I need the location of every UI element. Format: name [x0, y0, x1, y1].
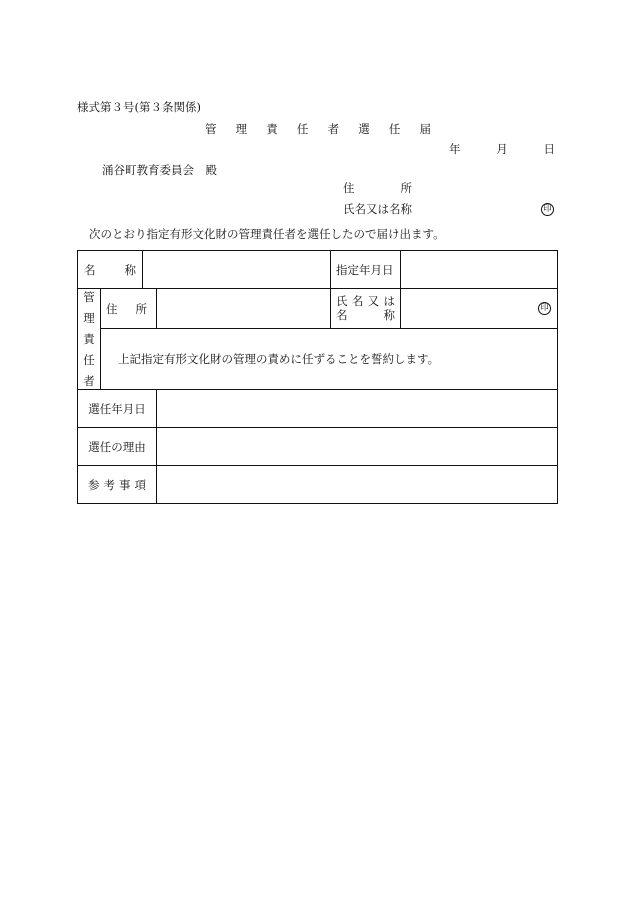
- label-char: 者: [83, 374, 95, 388]
- title-char: 任: [388, 122, 401, 136]
- title-char: 届: [419, 122, 431, 136]
- name-or-title-line1: [336, 293, 395, 308]
- label-char: 又: [367, 293, 380, 308]
- pledge-cell: [101, 329, 558, 390]
- form-table: [77, 250, 558, 504]
- label-char: 所: [135, 301, 147, 316]
- title-char: 理: [235, 122, 248, 136]
- manager-label-cell: [78, 289, 101, 390]
- designation-date-label: 指定年月日: [336, 262, 394, 277]
- name-field[interactable]: [143, 251, 331, 289]
- row-name: [78, 251, 558, 289]
- address-label-cell: [101, 289, 157, 329]
- row-appointment-date: [78, 390, 558, 428]
- title-char: 者: [327, 122, 340, 136]
- label-char: 理: [83, 311, 95, 325]
- address-field[interactable]: [157, 289, 331, 329]
- name-label-cell: [78, 251, 143, 289]
- label-char: 参: [88, 477, 100, 492]
- label-char: 任: [83, 353, 95, 367]
- reason-label-cell: [78, 428, 157, 466]
- name-or-title-label-cell: [331, 289, 401, 329]
- label-char: 名: [351, 293, 364, 308]
- label-char: 名: [84, 262, 96, 277]
- seal-mark: 印: [538, 302, 551, 315]
- row-reason: [78, 428, 558, 466]
- document-title: [205, 124, 431, 136]
- applicant-address-label: [343, 183, 412, 195]
- row-pledge: [78, 329, 558, 390]
- label-char: 項: [134, 477, 146, 492]
- row-manager-address: [78, 289, 558, 329]
- statement: 次のとおり指定有形文化財の管理責任者を選任したので届け出ます。: [89, 227, 445, 241]
- label-char: 事: [119, 477, 131, 492]
- seal-mark: 印: [541, 203, 554, 216]
- label-char: 住: [106, 301, 118, 316]
- label-char: 称: [124, 262, 136, 277]
- appointment-date-label-cell: [78, 390, 157, 428]
- label-char: 所: [400, 181, 412, 195]
- remarks-field[interactable]: [157, 466, 558, 504]
- year-label: 年: [449, 142, 461, 156]
- title-char: 任: [296, 122, 309, 136]
- title-char: 責: [266, 122, 278, 136]
- manager-name-field[interactable]: [401, 289, 558, 329]
- reason-label: 選任の理由: [88, 439, 146, 454]
- form-number: 様式第３号(第３条関係): [77, 100, 201, 114]
- appointment-date-field[interactable]: [157, 390, 558, 428]
- title-char: 選: [358, 122, 370, 136]
- name-or-title-line2: [336, 310, 395, 322]
- label-char: 管: [83, 290, 95, 304]
- label-char: 責: [83, 332, 95, 346]
- addressee: 涌谷町教育委員会 殿: [102, 163, 217, 177]
- designation-date-field[interactable]: [401, 251, 558, 289]
- applicant-name-label: 氏名又は名称: [343, 202, 412, 216]
- date-line: [449, 144, 555, 156]
- label-char: は: [383, 293, 395, 308]
- remarks-label-cell: [78, 466, 157, 504]
- appointment-date-label: 選任年月日: [88, 401, 146, 416]
- label-char: 考: [103, 477, 115, 492]
- label-char: 称: [383, 308, 395, 323]
- pledge-text: 上記指定有形文化財の管理の責めに任ずることを誓約します。: [118, 352, 440, 367]
- label-char: 住: [343, 181, 355, 195]
- label-char: 名: [336, 308, 348, 323]
- title-char: 管: [205, 122, 217, 136]
- reason-field[interactable]: [157, 428, 558, 466]
- label-char: 氏: [336, 293, 348, 308]
- row-remarks: [78, 466, 558, 504]
- designation-date-label-cell: [331, 251, 401, 289]
- day-label: 日: [543, 142, 555, 156]
- month-label: 月: [496, 142, 508, 156]
